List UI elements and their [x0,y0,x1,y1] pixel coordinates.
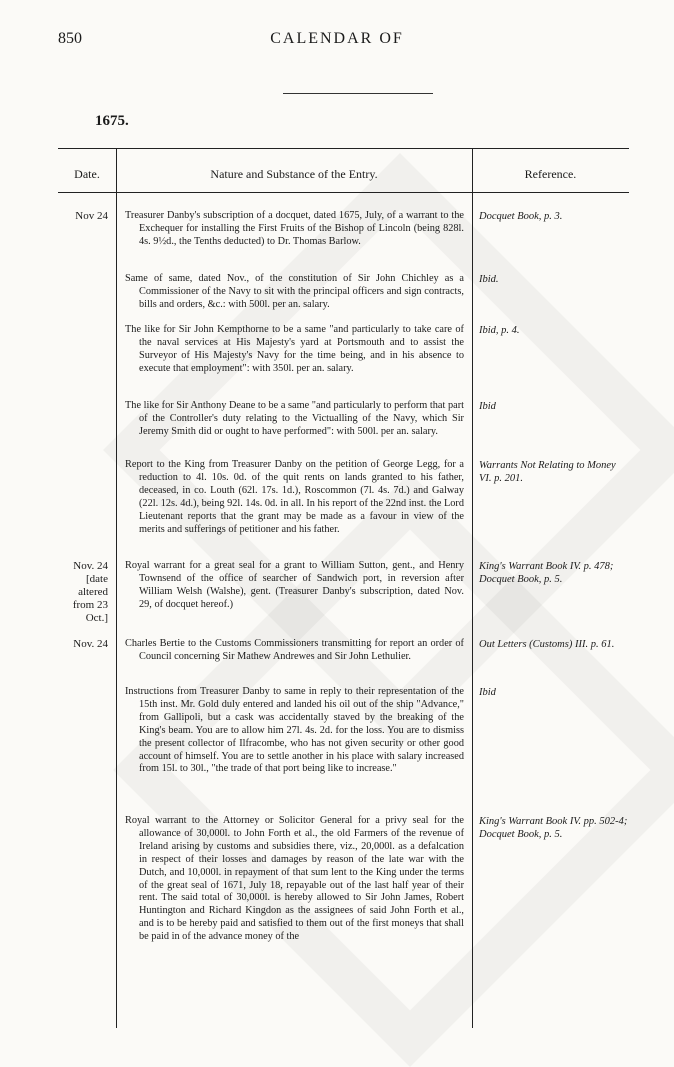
entry-reference: Ibid. [479,274,499,285]
entry-text: Treasurer Danby's subscription of a docquet, dated 1675, July, of a warrant to the Exchequer for installing the First Fruits of the Bishop of Lincoln (being 828l. 4s. 9½d., the Tenths deducted) to Dr. Thomas Barlow. [125,210,464,247]
entry-reference: Out Letters (Customs) III. p. 61. [479,639,615,650]
entry-text: The like for Sir John Kempthorne to be a same "and particularly to take care of the naval services at His Majesty's yard at Portsmouth and to assist the Surveyor of His Majesty's Navy for the time being, and in his absence to execute that employment": with 350l. per an. salary. [125,324,464,374]
entry-text: Same of same, dated Nov., of the constitution of Sir John Chichley as a Commissioner of the Navy to sit with the principal officers and sign contracts, bills and orders, &c.: with 500l. per an. salary. [125,273,464,310]
entry-date: Nov. 24 [73,638,108,650]
entry-reference: King's Warrant Book IV. pp. 502-4; Docquet Book, p. 5. [479,816,628,840]
entry-text: Royal warrant to the Attorney or Solicitor General for a privy seal for the allowance of 30,000l. to John Forth et al., the old Farmers of the revenue of Ireland arising by customs and subsidies there, viz., 20,000l. as a defalcation in respect of their losses and damages by reason of the late war with the Dutch, and 10,000l. in repayment of that sum lent to the King under the terms of the great seal of 1671, July 18, repayable out of the last half year of their rent. The said total of 30,000l. is hereby allowed to Sir John James, Robert Huntington and Richard Kingdon as the assignees of said John Forth et al., and is to be hereby paid and satisfied to them out of the first moneys that shall be paid in of the advance money of the [125,815,464,943]
entry-reference: Ibid, p. 4. [479,325,520,336]
entry-text: The like for Sir Anthony Deane to be a same "and particularly to perform that part of the Controller's duty relating to the Victualling of the Navy, which Sir Jeremy Smith did or ought to have performed": with 500l. per an. salary. [125,400,464,437]
column-header-reference: Reference. [524,167,577,181]
column-divider [116,148,117,1028]
column-divider [472,148,473,1028]
running-head: CALENDAR OF [270,30,404,47]
column-header-nature: Nature and Substance of the Entry. [210,167,378,181]
header-rule [283,93,433,94]
entry-text: Instructions from Treasurer Danby to same in reply to their representation of the 15th inst. Mr. Gold duly entered and landed his oil out of the ship "Advance," from Gallipoli, but a cask was accidentally staved by the breaking of the King's beam. You are to allow him 27l. 4s. 2d. for the loss. You are to dismiss the present collector of Ilfracombe, who has not given security or other good account of himself. You are to settle another in his place with salary increased from 15l. to 30l., "the trade of that port being like to increase." [125,686,464,775]
page-number: 850 [58,30,82,47]
column-header-date: Date. [74,167,100,181]
entry-reference: Warrants Not Relating to Money VI. p. 201. [479,460,616,484]
calendar-table [58,148,629,1028]
entry-date: Nov. 24 [date altered from 23 Oct.] [72,560,108,624]
entry-text: Charles Bertie to the Customs Commissioners transmitting for report an order of Council concerning Sir Mathew Andrewes and Sir John Lethulier. [125,638,464,662]
entry-reference: Ibid [479,401,496,412]
entry-reference: Ibid [479,687,496,698]
entry-reference: Docquet Book, p. 3. [479,211,563,222]
entry-text: Report to the King from Treasurer Danby on the petition of George Legg, for a reduction to 4l. 10s. 0d. of the quit rents on lands granted to his father, deceased, in co. Louth (62l. 17s. 1d.), Roscommon (7l. 4s. 7d.) and Galway (22l. 12s. 4d.), being 92l. 14s. 0d. in all. In his report of the 22nd inst. the Lord Lieutenant reports that the grant may be made as a favour in view of the merits and sufferings of petitioner and his father. [125,459,464,535]
table-top-rule [58,148,629,149]
table-header-rule [58,192,629,193]
entry-date: Nov 24 [75,210,108,222]
entry-reference: King's Warrant Book IV. p. 478; Docquet Book, p. 5. [479,561,614,585]
entry-text: Royal warrant for a great seal for a grant to William Sutton, gent., and Henry Townsend of the office of searcher of Sandwich port, in reversion after William Welsh (Walshe), gent. (Treasurer Danby's subscription, dated Nov. 29, of docquet hereof.) [125,560,464,610]
year-heading: 1675. [95,113,129,129]
